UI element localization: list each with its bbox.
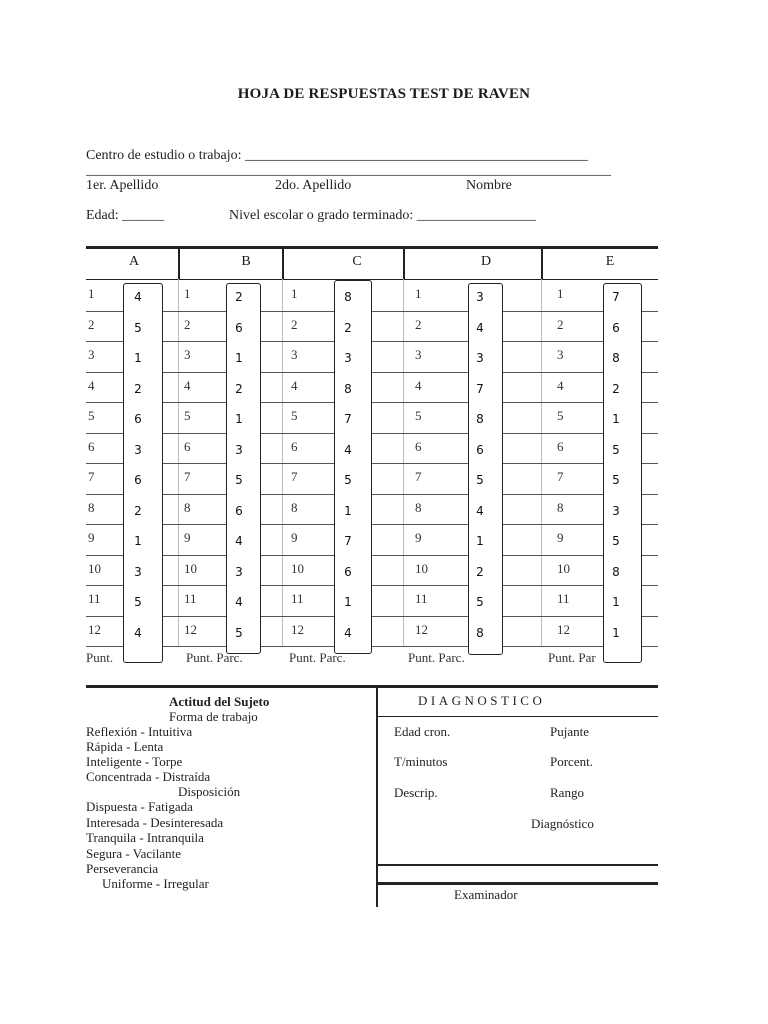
answer-b: 5: [235, 626, 243, 640]
porcent-label: Porcent.: [550, 754, 593, 769]
row-number: 5: [184, 408, 191, 423]
answer-b: 2: [235, 290, 243, 304]
answer-a: 2: [134, 504, 142, 518]
row-number: 12: [88, 622, 101, 637]
forma-trabajo-label: Forma de trabajo: [169, 709, 258, 724]
answer-b: 1: [235, 412, 243, 426]
apellido1-label: 1er. Apellido: [86, 178, 159, 193]
rango-label: Rango: [550, 785, 584, 800]
answer-e: 5: [612, 534, 620, 548]
nivel-field: Nivel escolar o grado terminado: _________________: [229, 208, 536, 223]
row-number: 6: [415, 439, 422, 454]
row-number: 4: [291, 378, 298, 393]
row-number: 5: [557, 408, 564, 423]
row-number: 10: [291, 561, 304, 576]
answer-a: 5: [134, 321, 142, 335]
row-number: 9: [291, 530, 298, 545]
answer-a: 5: [134, 595, 142, 609]
punt-label-a: Punt.: [86, 650, 114, 665]
answer-e: 7: [612, 290, 620, 304]
answer-d: 2: [476, 565, 484, 579]
column-header-a: A: [128, 254, 140, 269]
answer-d: 4: [476, 321, 484, 335]
row-number: 7: [88, 469, 95, 484]
actitud-item: Tranquila - Intranquila: [86, 830, 204, 845]
pujante-label: Pujante: [550, 724, 589, 739]
grid-row-line: [86, 341, 658, 342]
descrip-label: Descrip.: [394, 785, 438, 800]
answer-e: 3: [612, 504, 620, 518]
col-separator: [541, 246, 543, 279]
row-number: 10: [415, 561, 428, 576]
row-number: 8: [557, 500, 564, 515]
row-number: 2: [557, 317, 564, 332]
row-number: 4: [88, 378, 95, 393]
answer-d: 5: [476, 473, 484, 487]
row-number: 1: [184, 286, 191, 301]
row-number: 10: [88, 561, 101, 576]
col-separator: [282, 246, 284, 279]
answer-e: 1: [612, 626, 620, 640]
grid-header-border: [86, 279, 658, 280]
answer-a: 4: [134, 290, 142, 304]
row-number: 11: [291, 591, 304, 606]
actitud-item: Concentrada - Distraída: [86, 769, 211, 784]
diagnostico-label: Diagnóstico: [531, 816, 594, 831]
answer-e: 8: [612, 351, 620, 365]
answer-b: 4: [235, 534, 243, 548]
answer-d: 8: [476, 626, 484, 640]
answer-b: 1: [235, 351, 243, 365]
row-number: 5: [291, 408, 298, 423]
answer-d: 6: [476, 443, 484, 457]
row-number: 6: [88, 439, 95, 454]
row-number: 6: [184, 439, 191, 454]
column-header-e: E: [605, 254, 615, 269]
diag-bottom-line-2: [378, 882, 658, 885]
answer-c: 2: [344, 321, 352, 335]
answer-d: 5: [476, 595, 484, 609]
row-number: 2: [415, 317, 422, 332]
grid-row-line: [86, 646, 658, 647]
col-separator: [403, 246, 405, 279]
grid-row-line: [86, 433, 658, 434]
row-number: 12: [291, 622, 304, 637]
actitud-item: Segura - Vacilante: [86, 846, 182, 861]
answer-c: 3: [344, 351, 352, 365]
grid-row-line: [86, 585, 658, 586]
answer-b: 6: [235, 504, 243, 518]
answer-c: 6: [344, 565, 352, 579]
actitud-item: Interesada - Desinteresada: [86, 815, 224, 830]
row-number: 2: [88, 317, 95, 332]
answer-c: 1: [344, 504, 352, 518]
answer-e: 5: [612, 443, 620, 457]
answer-c: 7: [344, 412, 352, 426]
row-number: 10: [184, 561, 197, 576]
row-number: 4: [557, 378, 564, 393]
row-number: 12: [184, 622, 197, 637]
lower-top-border: [86, 685, 658, 688]
uniforme-label: Uniforme - Irregular: [102, 876, 209, 891]
row-number: 4: [184, 378, 191, 393]
row-number: 7: [291, 469, 298, 484]
row-number: 5: [88, 408, 95, 423]
answer-c: 8: [344, 382, 352, 396]
answer-e: 2: [612, 382, 620, 396]
grid-row-line: [86, 494, 658, 495]
row-number: 11: [557, 591, 570, 606]
row-number: 9: [88, 530, 95, 545]
row-number: 8: [415, 500, 422, 515]
answer-a: 1: [134, 534, 142, 548]
answer-b: 6: [235, 321, 243, 335]
answer-b: 5: [235, 473, 243, 487]
answer-c: 4: [344, 443, 352, 457]
row-number: 12: [415, 622, 428, 637]
row-number: 1: [415, 286, 422, 301]
answer-a: 4: [134, 626, 142, 640]
row-number: 9: [557, 530, 564, 545]
answer-b: 4: [235, 595, 243, 609]
answer-d: 3: [476, 290, 484, 304]
diagnostico-title: DIAGNOSTICO: [418, 693, 546, 708]
actitud-item: Perseverancia: [86, 861, 159, 876]
grid-row-line: [86, 524, 658, 525]
row-number: 4: [415, 378, 422, 393]
answer-e: 1: [612, 595, 620, 609]
row-number: 3: [557, 347, 564, 362]
column-header-c: C: [352, 254, 362, 269]
row-number: 7: [415, 469, 422, 484]
answer-b: 3: [235, 565, 243, 579]
row-number: 1: [88, 286, 95, 301]
row-number: 2: [291, 317, 298, 332]
row-number: 11: [415, 591, 428, 606]
row-number: 7: [184, 469, 191, 484]
diag-bottom-line-1: [378, 864, 658, 866]
answer-a: 6: [134, 473, 142, 487]
row-number: 8: [184, 500, 191, 515]
answer-c: 7: [344, 534, 352, 548]
page-title: HOJA DE RESPUESTAS TEST DE RAVEN: [237, 86, 531, 102]
edad-cron-label: Edad cron.: [394, 724, 451, 739]
row-number: 3: [184, 347, 191, 362]
diag-header-line: [378, 716, 658, 717]
punt-label-d: Punt. Parc.: [408, 650, 465, 665]
row-number: 12: [557, 622, 570, 637]
row-number: 7: [557, 469, 564, 484]
row-number: 9: [415, 530, 422, 545]
row-number: 1: [291, 286, 298, 301]
answer-c: 4: [344, 626, 352, 640]
answer-b: 3: [235, 443, 243, 457]
answer-d: 8: [476, 412, 484, 426]
centro-field: Centro de estudio o trabajo: _________________________________________________: [86, 148, 589, 163]
row-number: 3: [415, 347, 422, 362]
actitud-item: Reflexión - Intuitiva: [86, 724, 193, 739]
actitud-item: Dispuesta - Fatigada: [86, 799, 193, 814]
row-number: 11: [88, 591, 101, 606]
answer-e: 8: [612, 565, 620, 579]
grid-row-line: [86, 402, 658, 403]
actitud-item: Rápida - Lenta: [86, 739, 164, 754]
disposicion-label: Disposición: [178, 784, 241, 799]
grid-row-line: [86, 463, 658, 464]
actitud-title: Actitud del Sujeto: [169, 694, 270, 709]
row-number: 6: [291, 439, 298, 454]
answer-a: 2: [134, 382, 142, 396]
row-number: 3: [291, 347, 298, 362]
answer-b: 2: [235, 382, 243, 396]
answer-d: 3: [476, 351, 484, 365]
row-number: 11: [184, 591, 197, 606]
row-number: 9: [184, 530, 191, 545]
answer-a: 3: [134, 565, 142, 579]
answer-d: 7: [476, 382, 484, 396]
lower-divider: [376, 685, 378, 907]
edad-field: Edad: ______: [86, 208, 165, 223]
answer-c: 5: [344, 473, 352, 487]
answer-e: 5: [612, 473, 620, 487]
grid-row-line: [86, 616, 658, 617]
actitud-item: Inteligente - Torpe: [86, 754, 183, 769]
answer-a: 3: [134, 443, 142, 457]
answer-c: 8: [344, 290, 352, 304]
row-number: 8: [291, 500, 298, 515]
answer-e: 6: [612, 321, 620, 335]
grid-row-line: [86, 555, 658, 556]
grid-top-border: [86, 246, 658, 249]
centro-line: ___________________________________________________________________________: [86, 163, 611, 178]
grid-row-line: [86, 311, 658, 312]
column-header-d: D: [480, 254, 492, 269]
row-number: 6: [557, 439, 564, 454]
row-number: 10: [557, 561, 570, 576]
row-number: 3: [88, 347, 95, 362]
answer-c: 1: [344, 595, 352, 609]
examinador-label: Examinador: [454, 887, 518, 902]
row-number: 2: [184, 317, 191, 332]
row-number: 5: [415, 408, 422, 423]
answer-e: 1: [612, 412, 620, 426]
punt-label-e: Punt. Par: [548, 650, 596, 665]
column-header-b: B: [241, 254, 251, 269]
col-separator: [178, 246, 180, 279]
row-number: 1: [557, 286, 564, 301]
nombre-label: Nombre: [466, 178, 512, 193]
answer-d: 4: [476, 504, 484, 518]
punt-label-b: Punt. Parc.: [186, 650, 243, 665]
grid-row-line: [86, 372, 658, 373]
answer-a: 1: [134, 351, 142, 365]
t-minutos-label: T/minutos: [394, 754, 448, 769]
punt-label-c: Punt. Parc.: [289, 650, 346, 665]
row-number: 8: [88, 500, 95, 515]
answer-a: 6: [134, 412, 142, 426]
apellido2-label: 2do. Apellido: [275, 178, 352, 193]
answer-d: 1: [476, 534, 484, 548]
